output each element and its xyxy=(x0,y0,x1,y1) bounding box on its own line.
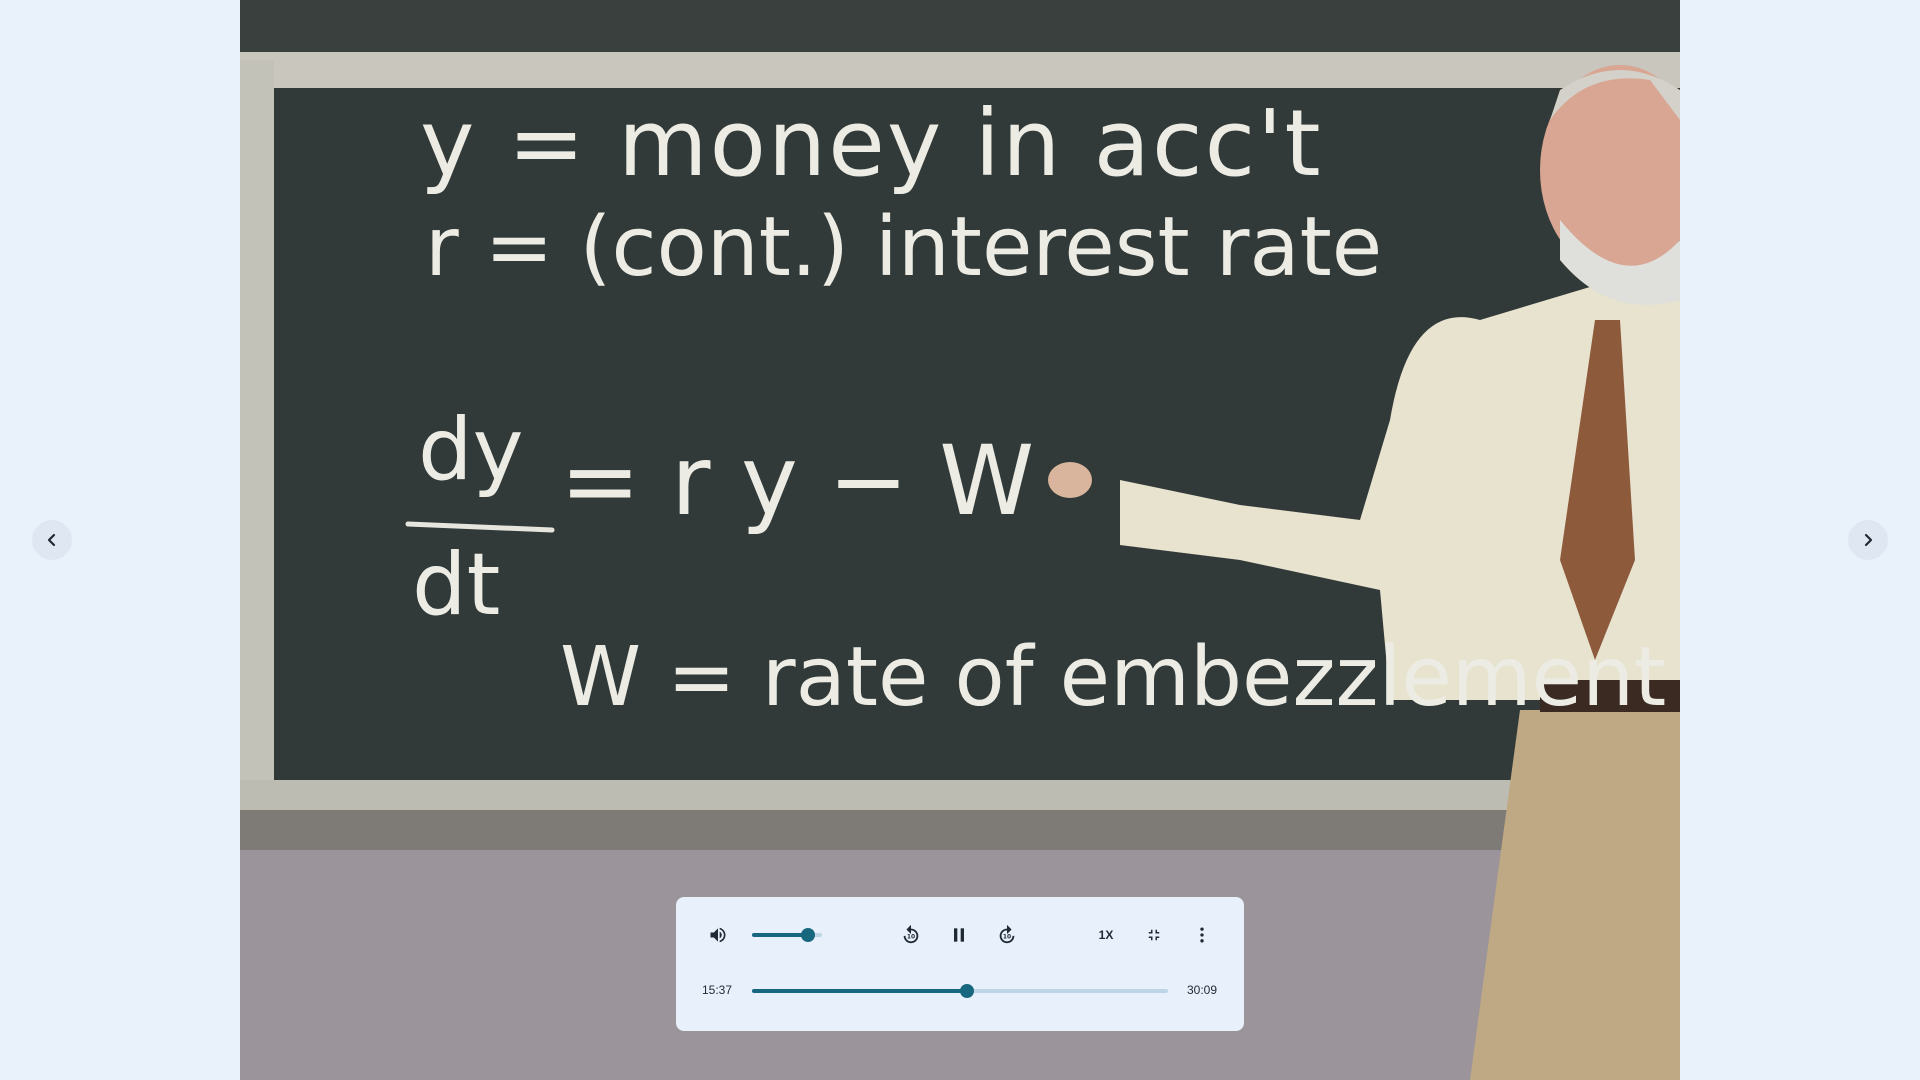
player-controls xyxy=(676,897,1244,1031)
volume-thumb[interactable] xyxy=(801,928,815,942)
previous-button[interactable] xyxy=(32,520,72,560)
rewind-10-button[interactable] xyxy=(899,923,923,947)
forward-10-icon xyxy=(996,924,1018,946)
svg-text:10: 10 xyxy=(1002,933,1012,941)
pause-button[interactable] xyxy=(947,923,971,947)
more-options-button[interactable] xyxy=(1190,923,1214,947)
total-time: 30:09 xyxy=(1187,983,1218,997)
seek-progress-fill xyxy=(752,989,967,993)
current-time: 15:37 xyxy=(702,983,733,997)
chevron-right-icon xyxy=(1861,533,1875,547)
chevron-left-icon xyxy=(45,533,59,547)
seek-bar[interactable] xyxy=(752,989,1168,993)
pause-icon xyxy=(949,925,969,945)
playback-speed-label: 1X xyxy=(1098,928,1114,942)
volume-slider[interactable] xyxy=(752,933,822,937)
board-line-3: = r y − W xyxy=(560,425,1035,537)
board-line-2: r = (cont.) interest rate xyxy=(425,200,1383,295)
board-line-4: W = rate of embezzlement xyxy=(560,630,1667,725)
board-line-1: y = money in acc't xyxy=(420,90,1323,197)
volume-up-icon xyxy=(708,925,728,945)
volume-button[interactable] xyxy=(706,923,730,947)
forward-10-button[interactable] xyxy=(995,923,1019,947)
replay-10-icon xyxy=(900,924,922,946)
seek-thumb[interactable] xyxy=(960,984,974,998)
volume-fill xyxy=(752,933,808,937)
playback-speed-button[interactable] xyxy=(1094,923,1118,947)
exit-fullscreen-button[interactable] xyxy=(1142,923,1166,947)
fraction-numerator: dy xyxy=(418,400,524,500)
svg-text:10: 10 xyxy=(906,933,916,941)
more-vert-icon xyxy=(1192,925,1212,945)
next-button[interactable] xyxy=(1848,520,1888,560)
fullscreen-exit-icon xyxy=(1145,926,1163,944)
fraction-denominator: dt xyxy=(412,535,501,635)
